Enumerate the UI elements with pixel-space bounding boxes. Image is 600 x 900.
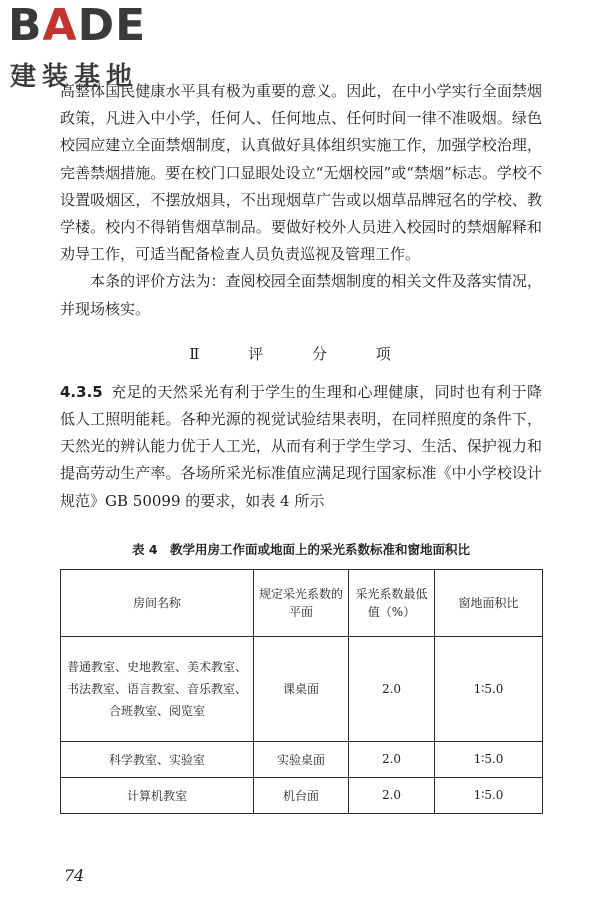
cell-room: 计算机教室 [61,777,254,813]
cell-plane: 课桌面 [254,636,349,741]
logo-letter-a-accent: A [42,0,78,51]
document-body [60,78,542,814]
page-number: 74 [64,866,85,885]
cell-plane: 机台面 [254,777,349,813]
cell-ratio: 1∶5.0 [435,741,543,777]
logo-letters-de: DE [77,0,147,51]
cell-room: 科学教室、实验室 [61,741,254,777]
cell-room: 普通教室、史地教室、美术教室、书法教室、语言教室、音乐教室、合班教室、阅览室 [61,636,254,741]
clause-number: 4.3.5 [60,382,103,401]
logo [8,0,178,92]
table-header-row [61,569,543,636]
clause-text: 充足的天然采光有利于学生的生理和心理健康，同时也有利于降低人工照明能耗。各种光源的视觉试验结果表明，在同样照度的条件下，天然光的辨认能力优于人工光，从而有利于学生学习、生活、保护视力和提高劳动生产率。各场所采光标准值应满足现行国家标准《中小学校设计规范》GB 50099 的要求，如表 4 所示 [60,382,542,510]
clause-4-3-5 [60,379,542,515]
logo-wordmark [8,0,146,51]
cell-ratio: 1∶5.0 [435,636,543,741]
cell-coefficient: 2.0 [349,741,435,777]
paragraph-smoking-policy: 高整体国民健康水平具有极为重要的意义。因此，在中小学实行全面禁烟政策，凡进入中小学，任何人、任何地点、任何时间一律不准吸烟。绿色校园应建立全面禁烟制度，认真做好具体组织实施工作，加强学校治理，完善禁烟措施。要在校门口显眼处设立“无烟校园”或“禁烟”标志。学校不设置吸烟区，不摆放烟具，不出现烟草广告或以烟草品牌冠名的学校、教学楼。校内不得销售烟草制品。要做好校外人员进入校园时的禁烟解释和劝导工作，可适当配备检查人员负责巡视及管理工作。 [60,82,542,264]
table-caption: 表 4 教学用房工作面或地面上的采光系数标准和窗地面积比 [131,541,471,557]
header-ratio: 窗地面积比 [435,569,543,636]
cell-plane: 实验桌面 [254,741,349,777]
header-room: 房间名称 [61,569,254,636]
table-row [61,741,543,777]
cell-coefficient: 2.0 [349,636,435,741]
logo-letter-b: B [8,0,43,51]
daylight-table [60,569,543,814]
cell-ratio: 1∶5.0 [435,777,543,813]
table-row [61,636,543,741]
header-coefficient: 采光系数最低值（%） [349,569,435,636]
cell-coefficient: 2.0 [349,777,435,813]
table-row [61,777,543,813]
header-plane: 规定采光系数的平面 [254,569,349,636]
section-heading: Ⅱ 评 分 项 [189,344,413,363]
paragraph-evaluation-method: 本条的评价方法为：查阅校园全面禁烟制度的相关文件及落实情况，并现场核实。 [60,272,542,318]
logo-subtitle: 建装基地 [10,62,139,92]
